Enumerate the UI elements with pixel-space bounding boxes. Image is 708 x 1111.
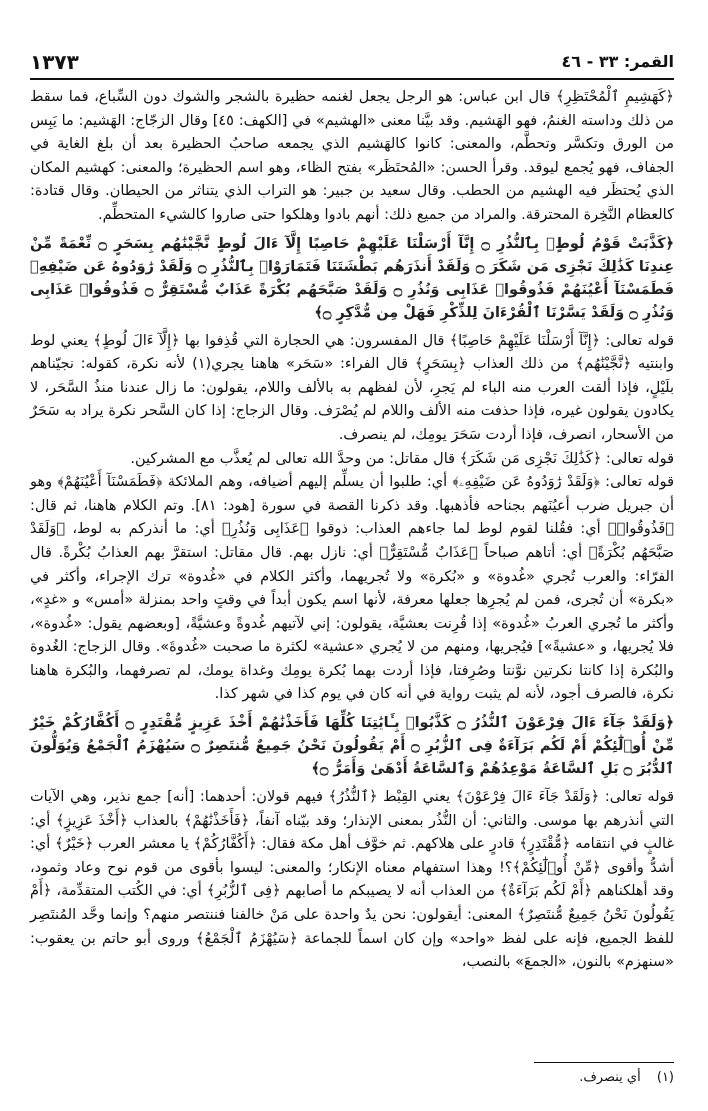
commentary-paragraph: قوله تعالى: ﴿وَلَقَدْ جَآءَ ءَالَ فِرْعَوْنَ﴾ يعني القِبْط ﴿ٱلنُّذُرُ﴾ فيهم قولان: أحدهما: [أنه] جمع نذير، وهي الآيات التي أنذرهم بها موسى. والثاني: أن النُّذُر بمعنى الإنذار؛ وقد بيّناه آنفاً، ﴿فَأَخَذْنَٰهُمْ﴾ بالعذاب ﴿أَخْذَ عَزِيزٍ﴾ أي: غالبٍ في انتقامه ﴿مُّقْتَدِرٍ﴾ قادرٍ على هلاكهم. ثم خوَّف أهل مكة فقال: ﴿أَكُفَّارُكُمْ﴾ يا معشر العرب ﴿خَيْرٌ﴾ أي: أشدُّ وأقوى ﴿مِّنْ أُو۟لَٰٓئِكُمْ﴾؟! وهذا استفهام معناه الإنكار؛ والمعنى: ليسوا بأقوى من قوم نوح وعاد وثمود، وقد أهلكناهم ﴿أَمْ لَكُم بَرَآءَةٌ﴾ من العذاب أنه لا يصيبكم ما أصابهم ﴿فِى ٱلزُّبُرِ﴾ أي: في الكُتب المتقدِّمة، ﴿أَمْ يَقُولُونَ نَحْنُ جَمِيعٌ مُّنتَصِرٌ﴾ المعنى: أيقولون: نحن يدٌ واحدة على مَنْ خالفنا فننتصر منهم؟ وإنما وحَّد المُنتَصِر للفظ الجميع، فإنه على لفظ «واحد» وإن كان اسماً للجماعة ﴿سَيُهْزَمُ ٱلْجَمْعُ﴾ وروى أبو حاتم بن يعقوب: «سنهزم» بالنون، «الجمعَ» بالنصب،: [30, 789, 674, 971]
quran-verse-block: ﴿كَذَّبَتْ قَوْمُ لُوطٍۭ بِٱلنُّذُرِ ۝ إِنَّآ أَرْسَلْنَا عَلَيْهِمْ حَاصِبًا إِلَّآ ءَالَ لُوطٍ نَّجَّيْنَٰهُم بِسَحَرٍ ۝ نِّعْمَةً مِّنْ عِندِنَا كَذَٰلِكَ نَجْزِى مَن شَكَرَ ۝ وَلَقَدْ أَنذَرَهُم بَطْشَتَنَا فَتَمَارَوْا۟ بِٱلنُّذُرِ ۝ وَلَقَدْ رَٰوَدُوهُ عَن ضَيْفِهِۦ فَطَمَسْنَآ أَعْيُنَهُمْ فَذُوقُوا۟ عَذَابِى وَنُذُرِ ۝ وَلَقَدْ صَبَّحَهُم بُكْرَةً عَذَابٌ مُّسْتَقِرٌّ ۝ فَذُوقُوا۟ عَذَابِى وَنُذُرِ ۝ وَلَقَدْ يَسَّرْنَا ٱلْقُرْءَانَ لِلذِّكْرِ فَهَلْ مِن مُّدَّكِرٍ ۝﴾: [30, 235, 674, 321]
page-body: [30, 86, 674, 975]
running-title: القمر: ٣٣ - ٤٦: [561, 52, 674, 71]
commentary-paragraph: قوله تعالى: ﴿وَلَقَدْ رَٰوَدُوهُ عَن ضَيْفِهِۦ﴾ أي: طلبوا أن يسلِّم إليهم أضيافه، وهم الملائكة ﴿فَطَمَسْنَآ أَعْيُنَهُمْ﴾ وهو أن جبريل ضرب أعيُنَهم بجناحه فأذهبها. وقد ذكرنا القصة في سورة [هود: ٨١]. وتم الكلام هاهنا، ثم قال: ﴿فَذُوقُوا۟﴾ أي: فقُلنا لقوم لوط لما جاءهم العذاب: ذوقوا ﴿عَذَابِى وَنُذُرِ﴾ أي: ما أنذركم به لوط، ﴿وَلَقَدْ صَبَّحَهُم بُكْرَةً﴾ أي: أتاهم صباحاً ﴿عَذَابٌ مُّسْتَقِرٌّ﴾ أي: نازل بهم. قال مقاتل: استقرَّ بهم العذابُ بُكْرةً. قال الفرّاء: والعرب تُجري «غُدوة» و «بُكرة» ولا تُجريهما، وأكثر الكلام في «غُدوة» ترك الإجراء، وأكثر في «بكرة» أن تُجرى، فمن لم يُجرِها جعلها معرفة، لأنها اسم يكون أبداً في وقتٍ واحد بمنزلة «أمس» و «غدٍ»، وأكثر ما تُجري العربُ «غُدوة» إذا قُرِنت بعشيَّة، يقولون: إني لآتيهم غُدوةً وعشيَّةً، [وبعضهم يقول: «غُدوة»، فلا يُجريها، و «عشيةً»] فيُجريها، ومنهم من لا يُجري «عشية» لكثرة ما صحبت «غُدوةَ». وقال الزجاج: الغُدوة والبُكرة إذا كانتا نكرتين نوَّنتا وصُرِفتا، فإذا أردت بهما بُكرة يومِك وغداة يومك، لم تصرفهما، والبُكرة هاهنا نكرة، فالصرف أجود، لأنه لم يثبت رواية في أنه كان في يوم كذا في شهر كذا.: [30, 474, 674, 703]
quran-verse-block: ﴿وَلَقَدْ جَآءَ ءَالَ فِرْعَوْنَ ٱلنُّذُرُ ۝ كَذَّبُوا۟ بِـَٔايَٰتِنَا كُلِّهَا فَأَخَذْنَٰهُمْ أَخْذَ عَزِيزٍ مُّقْتَدِرٍ ۝ أَكُفَّارُكُمْ خَيْرٌ مِّنْ أُو۟لَٰٓئِكُمْ أَمْ لَكُم بَرَآءَةٌ فِى ٱلزُّبُرِ ۝ أَمْ يَقُولُونَ نَحْنُ جَمِيعٌ مُّنتَصِرٌ ۝ سَيُهْزَمُ ٱلْجَمْعُ وَيُوَلُّونَ ٱلدُّبُرَ ۝ بَلِ ٱلسَّاعَةُ مَوْعِدُهُمْ وَٱلسَّاعَةُ أَدْهَىٰ وَأَمَرُّ ۝﴾: [30, 715, 675, 778]
footnote-text: أي ينصرف.: [579, 1070, 641, 1085]
page-header: [30, 50, 674, 80]
footnote-number: (١): [656, 1070, 674, 1085]
footnotes: [30, 1068, 674, 1088]
commentary-paragraph: ﴿كَهَشِيمِ ٱلْمُحْتَظِرِ﴾ قال ابن عباس: هو الرجل يجعل لغنمه حظيرة بالشجر والشوك دون السِّباع، فما سقط من ذلك وداسته الغنمُ، فهو الهَشيم. وقد بيَّنا معنى «الهشيم» في [الكهف: ٤٥] وقال الزجّاج: الهَشيم: ما يَبِس من الورق وتكسَّر وتحطَّم، والمعنى: كانوا كالهَشيم الذي يجمعه صاحبُ الحظيرة بعد أن بلغ الغاية في الجفاف، فهو يُجمع ليوقد. وقرأ الحسن: «المُحتَظَر» بفتح الظاء، وهو اسم الحظيرة؛ والمعنى: كهشيم المكان الذي يُحتظَر فيه الهشيم من الحطب. وقال سعيد بن جبير: هو التراب الذي يتناثر من الحيطان. وقال قتادة: كالعظام النَّخِرة المحترقة. والمراد من جميع ذلك: أنهم بادوا وهلكوا حتى صاروا كالشيء المتحطِّم.: [30, 89, 674, 223]
commentary-paragraph: قوله تعالى: ﴿كَذَٰلِكَ نَجْزِى مَن شَكَرَ﴾ قال مقاتل: من وحدَّ الله تعالى لم يُعذَّب مع المشركين.: [130, 450, 674, 467]
footnote-divider: [534, 1062, 674, 1063]
commentary-paragraph: قوله تعالى: ﴿إِنَّآ أَرْسَلْنَا عَلَيْهِمْ حَاصِبًا﴾ قال المفسرون: هي الحجارة التي قُذِفوا بها ﴿إِلَّآ ءَالَ لُوطٍ﴾ يعني لوط وابنتيه ﴿نَّجَّيْنَٰهُم﴾ من ذلك العذاب ﴿بِسَحَرٍ﴾ قال الفراء: «سَحَر» هاهنا يجري(١) لأنه نكرة، كقوله: نجيّناهم بلَيْلٍ، فإذا ألقت العرب منه الباء لم يَجرِ، لأن لفظهم به بالألف واللام، يقولون: ما زال عندنا منذُ السَّحَر، لا يكادون يقولون غيره، فإذا حذفت منه الألف واللام لم يُصْرَف. وقال الزجاج: إذا كان السَّحر نكرة يراد به سَحَرٌ من الأسحار، انصرف، فإذا أردت سَحَرَ يومِك، لم ينصرف.: [30, 332, 674, 443]
page-number: ١٣٧٣: [30, 50, 79, 74]
